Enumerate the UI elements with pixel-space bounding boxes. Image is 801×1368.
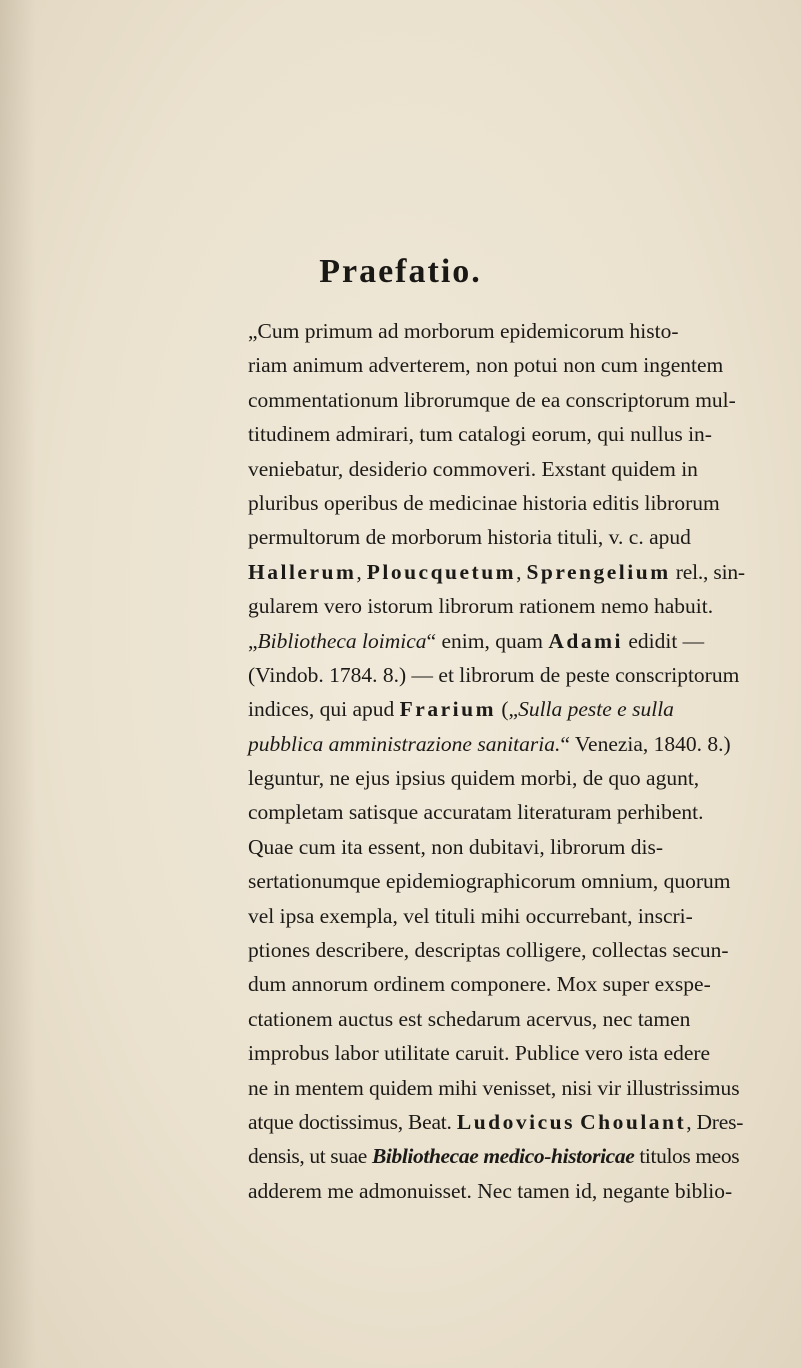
preface-body: [248, 314, 745, 1208]
emphasis-text: Ludovicus: [456, 1109, 575, 1134]
emphasis-text: Hallerum: [248, 559, 357, 584]
text-line: riam animum adverterem, non potui non cum ingentem: [248, 353, 724, 378]
emphasis-text: Sprengelium: [526, 559, 671, 584]
text-line: atque doctissimus, Beat. Ludovicus Choulant, Dres-: [248, 1109, 744, 1134]
binding-shadow: [0, 0, 36, 1368]
text-line: dum annorum ordinem componere. Mox super exspe-: [248, 972, 711, 997]
emphasis-text: Sulla peste e sulla: [518, 697, 674, 722]
text-line: gularem vero istorum librorum rationem nemo habuit.: [248, 594, 714, 619]
text-line: „Bibliotheca loimica“ enim, quam Adami edidit —: [248, 628, 705, 653]
text-line: pluribus operibus de medicinae historia editis librorum: [248, 490, 720, 515]
text-line: ctationem auctus est schedarum acervus, nec tamen: [248, 1006, 691, 1031]
text-line: Hallerum, Ploucquetum, Sprengelium rel., sin-: [248, 559, 745, 584]
text-line: commentationum librorumque de ea conscriptorum mul-: [248, 387, 736, 412]
emphasis-text: pubblica amministrazione sanitaria.: [248, 731, 561, 756]
text-line: completam satisque accuratam literaturam perhibent.: [248, 800, 704, 825]
page-title: Praefatio.: [319, 253, 482, 290]
text-line: densis, ut suae Bibliothecae medico-historicae titulos meos: [248, 1144, 740, 1169]
text-line: adderem me admonuisset. Nec tamen id, negante biblio-: [248, 1178, 733, 1203]
text-line: permultorum de morborum historia tituli, v. c. apud: [248, 525, 691, 550]
text-line: (Vindob. 1784. 8.) — et librorum de peste conscriptorum: [248, 662, 740, 687]
text-line: ptiones describere, descriptas colligere, collectas secun-: [248, 938, 729, 963]
emphasis-text: Frarium: [399, 697, 496, 722]
text-line: leguntur, ne ejus ipsius quidem morbi, de quo agunt,: [248, 766, 700, 791]
emphasis-text: Adami: [548, 628, 623, 653]
text-line: sertationumque epidemiographicorum omnium, quorum: [248, 869, 731, 894]
text-line: Quae cum ita essent, non dubitavi, librorum dis-: [248, 834, 663, 859]
text-line: ne in mentem quidem mihi venisset, nisi vir illustrissimus: [248, 1075, 740, 1100]
emphasis-text: Bibliothecae medico-historicae: [371, 1144, 635, 1169]
emphasis-text: Ploucquetum: [366, 559, 517, 584]
text-line: veniebatur, desiderio commoveri. Exstant quidem in: [248, 456, 698, 481]
text-line: „Cum primum ad morborum epidemicorum histo-: [248, 319, 679, 343]
emphasis-text: Choulant: [580, 1109, 687, 1134]
text-line: indices, qui apud Frarium („Sulla peste e sulla: [248, 697, 674, 722]
text-line: improbus labor utilitate caruit. Publice vero ista edere: [248, 1041, 711, 1066]
text-line: vel ipsa exempla, vel tituli mihi occurrebant, inscri-: [248, 903, 693, 928]
text-line: titudinem admirari, tum catalogi eorum, qui nullus in-: [248, 422, 712, 447]
emphasis-text: Bibliotheca loimica: [257, 628, 427, 653]
text-line: pubblica amministrazione sanitaria.“ Venezia, 1840. 8.): [248, 731, 731, 756]
